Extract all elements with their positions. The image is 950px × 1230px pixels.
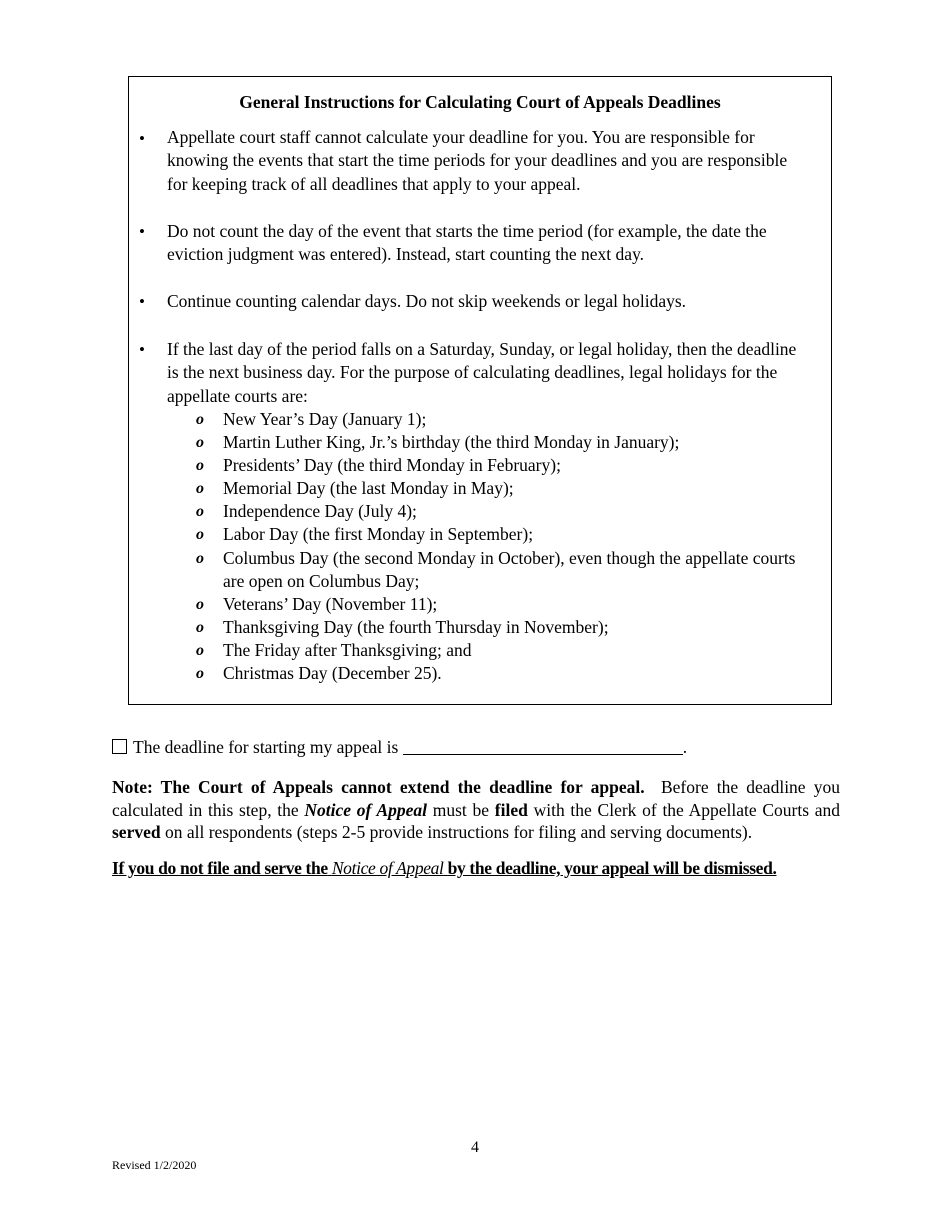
bullet-icon: • <box>139 340 145 359</box>
circle-bullet-icon: o <box>196 503 204 520</box>
instructions-title: General Instructions for Calculating Court of Appeals Deadlines <box>239 92 721 112</box>
instructions-box <box>128 76 832 705</box>
circle-bullet-icon: o <box>196 457 204 474</box>
holiday-item: Veterans’ Day (November 11); <box>223 594 438 614</box>
holiday-item: Independence Day (July 4); <box>223 501 417 521</box>
note-text: with the Clerk of the Appellate Courts and <box>533 799 841 820</box>
warning-notice-term: Notice of Appeal <box>331 858 444 878</box>
holiday-item: New Year’s Day (January 1); <box>223 409 427 429</box>
bullet-icon: • <box>139 129 145 148</box>
deadline-checkbox[interactable] <box>112 739 127 754</box>
bullet-icon: • <box>139 292 145 311</box>
holiday-item: Martin Luther King, Jr.’s birthday (the third Monday in January); <box>223 432 680 452</box>
holiday-item: Christmas Day (December 25). <box>223 663 442 683</box>
note-text: Before the deadline you calculated in this step, the <box>112 777 840 820</box>
circle-bullet-icon: o <box>196 665 204 682</box>
revised-date: Revised 1/2/2020 <box>112 1158 197 1172</box>
holiday-item: Thanksgiving Day (the fourth Thursday in November); <box>223 617 609 637</box>
circle-bullet-icon: o <box>196 550 204 567</box>
filed-term: filed <box>494 799 528 820</box>
holiday-item: Columbus Day (the second Monday in October), even though the appellate courts are open on Columbus Day; <box>223 548 796 592</box>
holiday-item: The Friday after Thanksgiving; and <box>223 640 472 660</box>
note-paragraph <box>112 776 840 844</box>
dismissal-warning <box>112 857 852 879</box>
holiday-item: Labor Day (the first Monday in September); <box>223 524 534 544</box>
deadline-period: . <box>682 737 688 757</box>
note-text: must be <box>432 799 490 820</box>
page-number: 4 <box>471 1139 479 1156</box>
circle-bullet-icon: o <box>196 480 204 497</box>
instruction-bullet: Continue counting calendar days. Do not skip weekends or legal holidays. <box>167 291 687 311</box>
instruction-bullet: Do not count the day of the event that starts the time period (for example, the date the eviction judgment was entered). Instead, start counting the next day. <box>167 221 767 265</box>
circle-bullet-icon: o <box>196 619 204 636</box>
circle-bullet-icon: o <box>196 411 204 428</box>
warning-text: by the deadline, your appeal will be dismissed. <box>447 858 777 878</box>
circle-bullet-icon: o <box>196 526 204 543</box>
instruction-bullet: Appellate court staff cannot calculate your deadline for you. You are responsible for knowing the events that start the time periods for your deadlines and you are responsible for keeping track of all deadlines that apply to your appeal. <box>167 127 788 194</box>
circle-bullet-icon: o <box>196 642 204 659</box>
circle-bullet-icon: o <box>196 434 204 451</box>
note-lead: Note: The Court of Appeals cannot extend the deadline for appeal. <box>112 777 645 797</box>
warning-text: If you do not file and serve the <box>112 858 328 878</box>
instruction-bullet: If the last day of the period falls on a Saturday, Sunday, or legal holiday, then the deadline is the next business day. For the purpose of calculating deadlines, legal holidays for the appellate courts are: <box>167 339 797 406</box>
served-term: served <box>112 822 161 843</box>
bullet-icon: • <box>139 222 145 241</box>
holiday-item: Memorial Day (the last Monday in May); <box>223 478 514 498</box>
deadline-label: The deadline for starting my appeal is <box>133 737 399 757</box>
deadline-blank-field[interactable] <box>403 738 683 755</box>
deadline-statement <box>112 736 687 759</box>
circle-bullet-icon: o <box>196 596 204 613</box>
note-text: on all respondents (steps 2-5 provide instructions for filing and serving documents). <box>164 822 753 843</box>
notice-of-appeal-term: Notice of Appeal <box>304 799 428 820</box>
holiday-item: Presidents’ Day (the third Monday in February); <box>223 455 561 475</box>
